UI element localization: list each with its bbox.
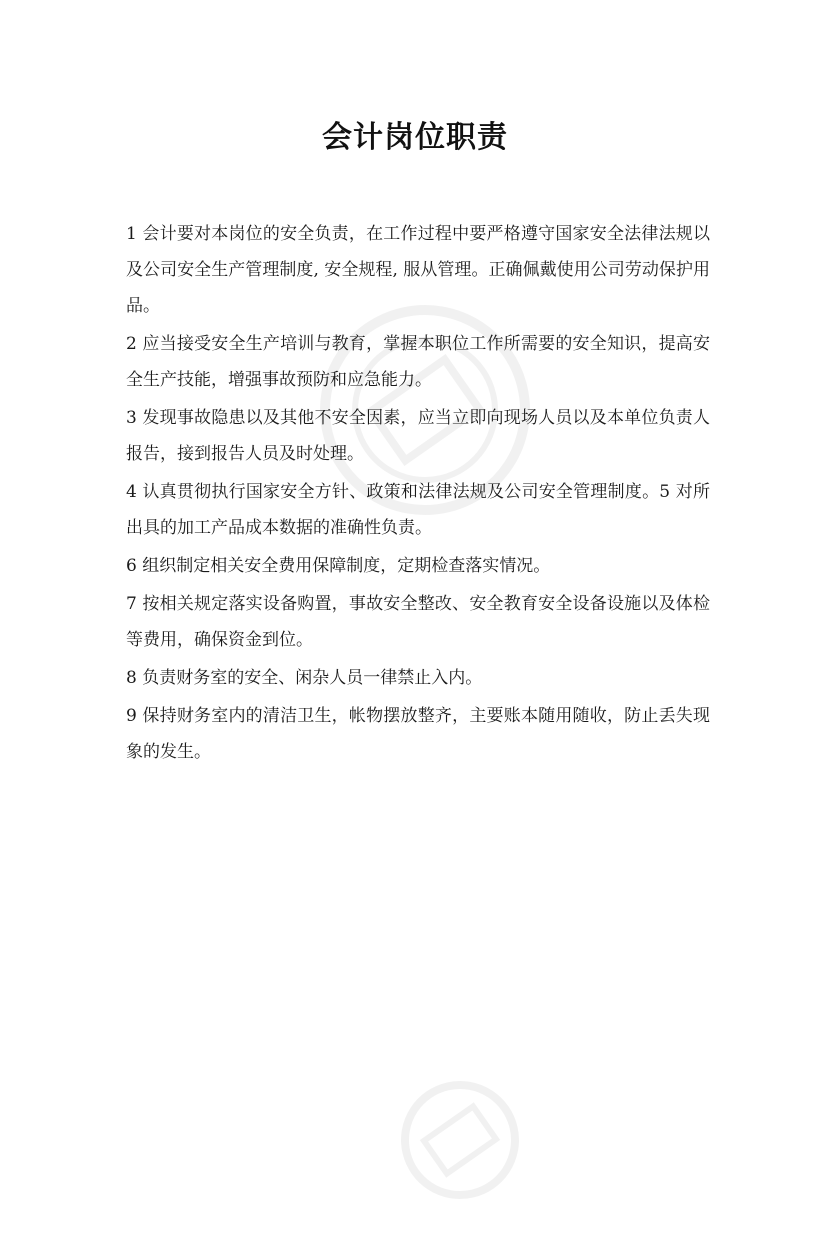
document-title: 会计岗位职责: [322, 120, 508, 155]
paragraph-3: 3 发现事故隐患以及其他不安全因素，应当立即向现场人员以及本单位负责人报告，接到报告人员及时处理。: [126, 408, 710, 464]
paragraph-4: 4 认真贯彻执行国家安全方针、政策和法律法规及公司安全管理制度。5 对所出具的加工产品成本数据的准确性负责。: [126, 482, 710, 538]
paragraph-7: 7 按相关规定落实设备购置，事故安全整改、安全教育安全设备设施以及体检等费用，确保资金到位。: [126, 594, 710, 650]
paragraph-1: 1 会计要对本岗位的安全负责，在工作过程中要严格遵守国家安全法律法规以及公司安全生产管理制度, 安全规程, 服从管理。正确佩戴使用公司劳动保护用品。: [126, 224, 710, 316]
paragraph-8: 8 负责财务室的安全、闲杂人员一律禁止入内。: [126, 668, 483, 688]
paragraph-6: 6 组织制定相关安全费用保障制度，定期检查落实情况。: [126, 556, 551, 576]
watermark-logo-bottom: [344, 1033, 577, 1246]
document-body: [126, 216, 710, 772]
paragraph-9: 9 保持财务室内的清洁卫生，帐物摆放整齐，主要账本随用随收，防止丢失现象的发生。: [126, 706, 710, 762]
paragraph-2: 2 应当接受安全生产培训与教育，掌握本职位工作所需要的安全知识，提高安全生产技能，增强事故预防和应急能力。: [126, 334, 710, 390]
